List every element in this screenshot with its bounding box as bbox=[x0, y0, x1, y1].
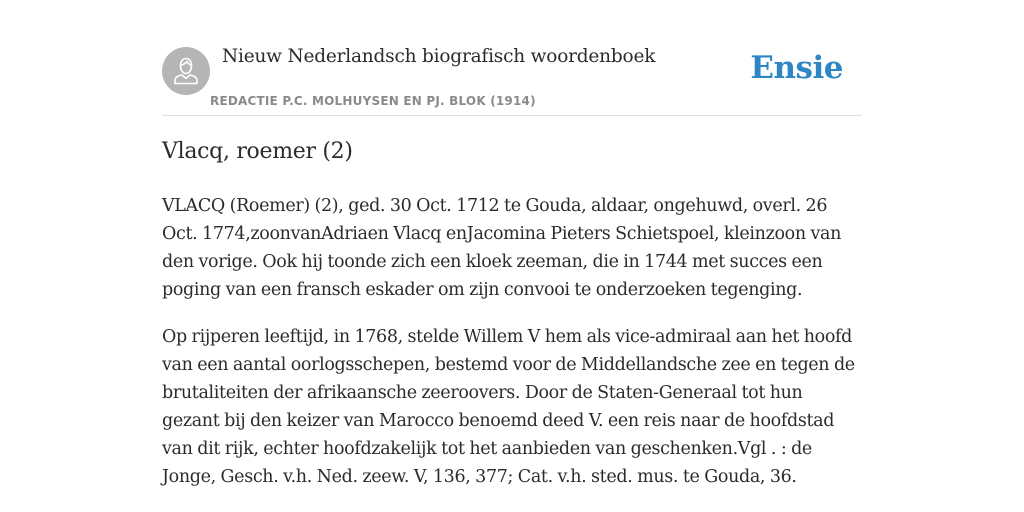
entry-paragraph: VLACQ (Roemer) (2), ged. 30 Oct. 1712 te Gouda, aldaar, ongehuwd, overl. 26 Oct. 1774,zoonvanAdriaen Vlacq enJacomina Pieters Schietspoel, kleinzoon van den vorige. Ook hij toonde zich een kloek zeeman, die in 1744 met succes een poging van een fransch eskader om zijn convooi te onderzoeken tegenging. bbox=[162, 196, 842, 300]
entry-paragraph: Op rijperen leeftijd, in 1768, stelde Willem V hem als vice-admiraal aan het hoofd van een aantal oorlogsschepen, bestemd voor de Middellandsche zee en tegen de brutaliteiten der afrikaansche zeeroovers. Door de Staten-Generaal tot hun gezant bij den keizer van Marocco benoemd deed V. een reis naar de hoofdstad van dit rijk, echter hoofdzakelijk tot het aanbieden van geschenken.Vgl . : de Jonge, Gesch. v.h. Ned. zeew. V, 136, 377; Cat. v.h. sted. mus. te Gouda, 36. bbox=[162, 327, 855, 487]
book-title[interactable]: Nieuw Nederlandsch biografisch woordenboek bbox=[222, 46, 656, 67]
user-avatar-icon bbox=[162, 47, 210, 95]
book-editor: REDACTIE P.C. MOLHUYSEN EN PJ. BLOK (1914) bbox=[210, 94, 536, 108]
source-header bbox=[162, 40, 862, 116]
brand-logo[interactable]: Ensie bbox=[750, 50, 843, 86]
entry-title: Vlacq, roemer (2) bbox=[162, 139, 353, 164]
